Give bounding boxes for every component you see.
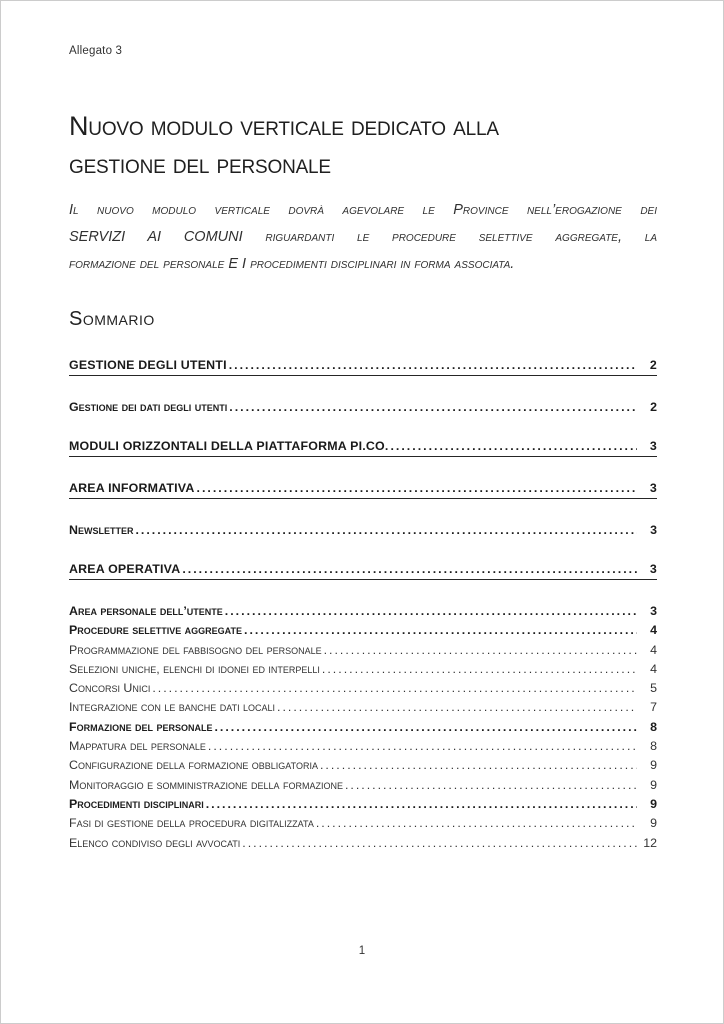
toc-entry-page: 3 (649, 562, 657, 576)
toc-entry-label: Configurazione della formazione obbligatoria (69, 758, 318, 773)
toc-entry-page: 8 (650, 719, 657, 734)
toc-entry-label: Elenco condiviso degli avvocati (69, 835, 241, 850)
toc-entry[interactable] (69, 358, 657, 376)
toc-entry[interactable] (69, 816, 657, 831)
toc-entry[interactable] (69, 481, 657, 499)
dot-leader (225, 604, 637, 619)
toc-entry[interactable] (69, 662, 657, 677)
toc-entry[interactable] (69, 681, 657, 696)
toc-entry-label: Mappatura del personale (69, 739, 206, 754)
toc-entry-page: 9 (650, 796, 657, 811)
toc-entry-label: Procedure selettive aggregate (69, 623, 242, 638)
toc-entry-label: Integrazione con le banche dati locali (69, 700, 276, 715)
intro-line-3: formazione del personale E I procedimenti disciplinari in forma associata. (69, 256, 515, 272)
dot-leader (244, 623, 637, 638)
toc-entry-label: MODULI ORIZZONTALI DELLA PIATTAFORMA PI.CO. (69, 439, 389, 453)
toc-entry-label: Concorsi Unici (69, 681, 151, 696)
document-title-line-2: gestione del personale (69, 149, 331, 179)
toc-entry-label: AREA INFORMATIVA (69, 481, 195, 495)
toc-entry[interactable] (69, 720, 657, 735)
document-title-line-1: Nuovo modulo verticale dedicato alla (69, 111, 499, 141)
toc-entry[interactable] (69, 739, 657, 754)
intro-paragraph (69, 197, 657, 278)
toc-entry-label: Formazione del personale (69, 719, 213, 734)
toc-entry-label: Procedimenti disciplinari (69, 796, 204, 811)
dot-leader (242, 836, 637, 851)
toc-entry[interactable] (69, 778, 657, 793)
toc-entry[interactable] (69, 623, 657, 638)
toc-entry[interactable] (69, 400, 657, 415)
dot-leader (152, 681, 637, 696)
dot-leader (320, 758, 637, 773)
dot-leader (214, 720, 637, 735)
toc-entry-page: 12 (643, 835, 657, 850)
toc-entry-label: Monitoraggio e somministrazione della formazione (69, 777, 343, 792)
intro-line-1: Il nuovo modulo verticale dovrà agevolare le Province nell’erogazione dei (69, 202, 657, 218)
toc-entry-page: 2 (649, 358, 657, 372)
toc-entry-page: 8 (650, 739, 657, 754)
toc-entry-label: Fasi di gestione della procedura digitalizzata (69, 816, 314, 831)
toc-entry[interactable] (69, 700, 657, 715)
toc-entry-page: 3 (649, 439, 657, 453)
toc-entry-label: Selezioni uniche, elenchi di idonei ed interpelli (69, 661, 320, 676)
toc-entry-page: 9 (650, 758, 657, 773)
dot-leader (277, 700, 637, 715)
toc-entry[interactable] (69, 439, 657, 457)
toc-entry-page: 2 (650, 400, 657, 414)
toc-entry-page: 5 (650, 681, 657, 696)
toc-entry[interactable] (69, 836, 657, 851)
dot-leader (390, 439, 637, 454)
toc-entry-page: 3 (650, 604, 657, 618)
toc (69, 358, 657, 851)
toc-entry-page: 9 (650, 777, 657, 792)
page-number: 1 (358, 945, 366, 957)
toc-entry[interactable] (69, 604, 657, 619)
dot-leader (197, 481, 638, 496)
toc-entry[interactable] (69, 562, 657, 580)
dot-leader (324, 643, 637, 658)
toc-entry-page: 9 (650, 816, 657, 831)
dot-leader (229, 400, 637, 415)
dot-leader (206, 797, 637, 812)
toc-heading: Sommario (69, 308, 155, 330)
dot-leader (345, 778, 637, 793)
toc-entry-label: Area personale dell’utente (69, 604, 223, 618)
dot-leader (182, 562, 637, 577)
toc-entry[interactable] (69, 758, 657, 773)
toc-entry[interactable] (69, 797, 657, 812)
intro-line-2: SERVIZI AI COMUNI riguardanti le procedure selettive aggregate, la (69, 229, 657, 245)
toc-entry-page: 3 (649, 481, 657, 495)
toc-entry-label: Programmazione del fabbisogno del personale (69, 642, 322, 657)
dot-leader (322, 662, 637, 677)
toc-entry[interactable] (69, 523, 657, 538)
toc-entry-page: 4 (650, 623, 657, 638)
toc-entry-page: 4 (650, 661, 657, 676)
attachment-label: Allegato 3 (69, 45, 123, 57)
toc-entry-label: GESTIONE DEGLI UTENTI (69, 358, 227, 372)
toc-entry[interactable] (69, 643, 657, 658)
toc-entry-label: AREA OPERATIVA (69, 562, 181, 576)
toc-entry-label: Gestione dei dati degli utenti (69, 400, 228, 414)
toc-entry-page: 4 (650, 642, 657, 657)
dot-leader (316, 816, 637, 831)
dot-leader (135, 523, 637, 538)
toc-entry-label: Newsletter (69, 523, 134, 537)
toc-entry-page: 3 (650, 523, 657, 537)
toc-entry-page: 7 (650, 700, 657, 715)
dot-leader (229, 358, 637, 373)
document-title (69, 107, 657, 183)
dot-leader (208, 739, 637, 754)
